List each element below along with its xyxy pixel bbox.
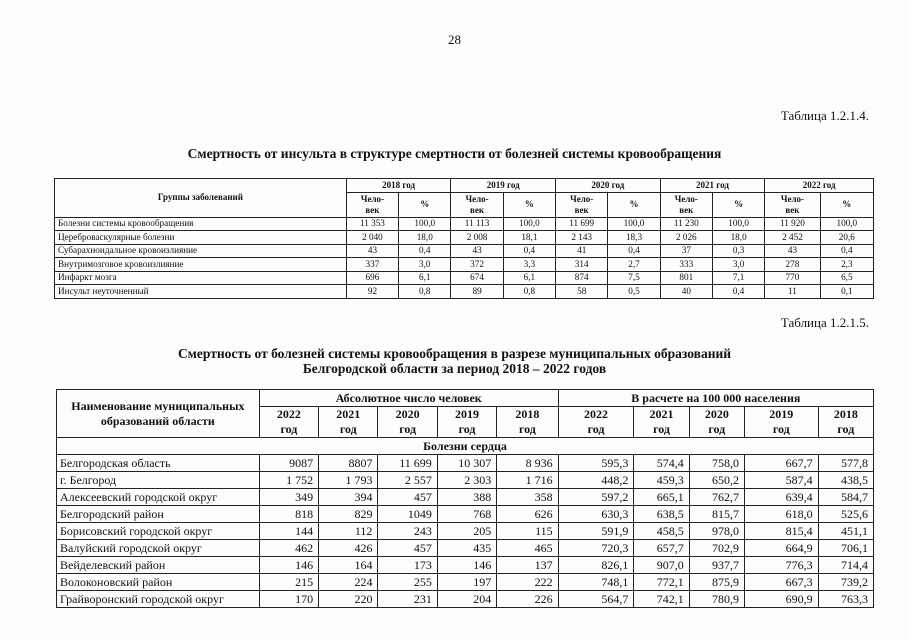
year-header: 2019 год	[451, 179, 556, 193]
table-cell: 231	[378, 591, 437, 608]
disease-group-name: Цереброваскулярные болезни	[55, 231, 347, 245]
people-header: Чело- век	[451, 192, 503, 217]
table-cell: 0,4	[608, 244, 660, 258]
table-row	[57, 591, 874, 608]
group-header: Группы заболеваний	[55, 179, 347, 218]
table-cell: 772,1	[634, 574, 689, 591]
year-value: 2018	[515, 407, 540, 421]
table-cell: 11 920	[765, 217, 820, 231]
table-cell: 457	[378, 489, 437, 506]
table-row	[57, 455, 874, 472]
disease-group-name: Внутримозговое кровоизлияние	[55, 258, 347, 272]
table-cell: 638,5	[634, 506, 689, 523]
year-column-header	[689, 407, 744, 438]
table-cell: 18,3	[608, 231, 660, 245]
table-2-caption: Таблица 1.2.1.5.	[780, 315, 869, 330]
table-cell: 144	[259, 523, 318, 540]
table-cell: 8 936	[497, 455, 558, 472]
table-cell: 639,4	[744, 489, 818, 506]
table-cell: 205	[437, 523, 496, 540]
table-cell: 2 143	[556, 231, 608, 245]
table-cell: 458,5	[634, 523, 689, 540]
municipality-name: Белгородский район	[57, 506, 260, 523]
table-cell: 448,2	[558, 472, 634, 489]
table-cell: 11 699	[378, 455, 437, 472]
year-column-header	[259, 407, 318, 438]
table-cell: 0,4	[399, 244, 451, 258]
table-row	[55, 244, 874, 258]
table-cell: 577,8	[818, 455, 873, 472]
table-2-title-line-1: Смертность от болезней системы кровообращения в разрезе муниципальных образований	[177, 346, 732, 361]
table-cell: 674	[451, 271, 503, 285]
table-cell: 100,0	[712, 217, 764, 231]
table-cell: 3,0	[399, 258, 451, 272]
year-suffix: год	[518, 422, 536, 436]
table-cell: 0,3	[712, 244, 764, 258]
table-cell: 1 752	[259, 472, 318, 489]
table-cell: 564,7	[558, 591, 634, 608]
table-cell: 657,7	[634, 540, 689, 557]
table-row	[57, 540, 874, 557]
year-column-header	[818, 407, 873, 438]
table-row	[55, 217, 874, 231]
table-cell: 173	[378, 557, 437, 574]
table-cell: 457	[378, 540, 437, 557]
table-cell: 739,2	[818, 574, 873, 591]
table-cell: 1 793	[319, 472, 378, 489]
table-cell: 222	[497, 574, 558, 591]
table-1-header-row	[55, 179, 874, 193]
table-cell: 146	[259, 557, 318, 574]
table-cell: 18,0	[399, 231, 451, 245]
table-cell: 41	[556, 244, 608, 258]
table-cell: 8807	[319, 455, 378, 472]
table-cell: 595,3	[558, 455, 634, 472]
table-row	[55, 231, 874, 245]
year-value: 2021	[336, 407, 361, 421]
table-cell: 6,5	[820, 271, 873, 285]
disease-group-name: Инфаркт мозга	[55, 271, 347, 285]
table-cell: 2 026	[660, 231, 712, 245]
table-cell: 826,1	[558, 557, 634, 574]
table-cell: 525,6	[818, 506, 873, 523]
table-cell: 696	[346, 271, 398, 285]
table-cell: 0,4	[820, 244, 873, 258]
table-cell: 100,0	[399, 217, 451, 231]
table-row	[57, 574, 874, 591]
percent-header: %	[712, 192, 764, 217]
table-cell: 0,4	[503, 244, 555, 258]
year-suffix: год	[339, 422, 357, 436]
table-cell: 7,5	[608, 271, 660, 285]
table-cell: 146	[437, 557, 496, 574]
table-cell: 100,0	[608, 217, 660, 231]
municipality-name: Вейделевский район	[57, 557, 260, 574]
year-suffix: год	[458, 422, 476, 436]
table-cell: 584,7	[818, 489, 873, 506]
table-cell: 112	[319, 523, 378, 540]
table-cell: 706,1	[818, 540, 873, 557]
year-column-header	[744, 407, 818, 438]
year-suffix: год	[837, 422, 855, 436]
table-cell: 667,7	[744, 455, 818, 472]
table-cell: 762,7	[689, 489, 744, 506]
table-cell: 0,8	[503, 285, 555, 299]
table-cell: 459,3	[634, 472, 689, 489]
people-header: Чело- век	[765, 192, 820, 217]
year-value: 2019	[455, 407, 479, 421]
table-cell: 435	[437, 540, 496, 557]
table-cell: 574,4	[634, 455, 689, 472]
table-cell: 0,1	[820, 285, 873, 299]
table-cell: 2 303	[437, 472, 496, 489]
table-cell: 907,0	[634, 557, 689, 574]
table-cell: 18,1	[503, 231, 555, 245]
table-cell: 818	[259, 506, 318, 523]
percent-header: %	[399, 192, 451, 217]
table-cell: 667,3	[744, 574, 818, 591]
municipal-mortality-table	[56, 389, 874, 608]
table-cell: 243	[378, 523, 437, 540]
year-column-header	[319, 407, 378, 438]
table-cell: 224	[319, 574, 378, 591]
table-cell: 2 008	[451, 231, 503, 245]
section-title: Болезни сердца	[57, 438, 874, 455]
table-cell: 10 307	[437, 455, 496, 472]
table-cell: 89	[451, 285, 503, 299]
table-cell: 7,1	[712, 271, 764, 285]
table-row	[55, 258, 874, 272]
table-cell: 829	[319, 506, 378, 523]
table-row	[57, 557, 874, 574]
table-cell: 278	[765, 258, 820, 272]
table-cell: 1049	[378, 506, 437, 523]
table-cell: 100,0	[820, 217, 873, 231]
table-cell: 1 716	[497, 472, 558, 489]
table-cell: 630,3	[558, 506, 634, 523]
year-suffix: год	[708, 422, 726, 436]
table-cell: 18,0	[712, 231, 764, 245]
year-suffix: год	[399, 422, 417, 436]
absolute-number-header: Абсолютное число человек	[259, 390, 558, 407]
people-header: Чело- век	[346, 192, 398, 217]
table-2-title-line-2: Белгородской области за период 2018 – 2022 годов	[302, 361, 607, 376]
table-cell: 20,6	[820, 231, 873, 245]
year-value: 2022	[584, 407, 609, 421]
table-cell: 11	[765, 285, 820, 299]
year-column-header	[437, 407, 496, 438]
municipality-name: Белгородская область	[57, 455, 260, 472]
disease-group-name: Субарахноидальное кровоизлияние	[55, 244, 347, 258]
table-cell: 815,4	[744, 523, 818, 540]
percent-header: %	[608, 192, 660, 217]
table-cell: 0,8	[399, 285, 451, 299]
section-row	[57, 438, 874, 455]
table-2-header-row	[57, 390, 874, 407]
table-cell: 137	[497, 557, 558, 574]
table-cell: 763,3	[818, 591, 873, 608]
table-cell: 2,7	[608, 258, 660, 272]
table-cell: 92	[346, 285, 398, 299]
table-cell: 758,0	[689, 455, 744, 472]
year-header: 2020 год	[556, 179, 661, 193]
table-cell: 438,5	[818, 472, 873, 489]
table-cell: 2 557	[378, 472, 437, 489]
table-cell: 43	[451, 244, 503, 258]
people-header: Чело- век	[660, 192, 712, 217]
table-cell: 100,0	[503, 217, 555, 231]
table-cell: 314	[556, 258, 608, 272]
table-cell: 6,1	[399, 271, 451, 285]
table-cell: 58	[556, 285, 608, 299]
table-row	[57, 489, 874, 506]
percent-header: %	[820, 192, 873, 217]
per-100k-header: В расчете на 100 000 населения	[558, 390, 873, 407]
table-row	[55, 271, 874, 285]
stroke-mortality-table	[54, 178, 874, 299]
table-cell: 597,2	[558, 489, 634, 506]
table-cell: 43	[346, 244, 398, 258]
table-cell: 11 230	[660, 217, 712, 231]
municipality-name: Волоконовский район	[57, 574, 260, 591]
table-cell: 37	[660, 244, 712, 258]
year-value: 2021	[649, 407, 674, 421]
year-value: 2020	[704, 407, 729, 421]
table-cell: 11 353	[346, 217, 398, 231]
table-cell: 0,5	[608, 285, 660, 299]
table-cell: 626	[497, 506, 558, 523]
year-header: 2018 год	[346, 179, 451, 193]
table-cell: 3,3	[503, 258, 555, 272]
table-cell: 220	[319, 591, 378, 608]
table-cell: 204	[437, 591, 496, 608]
table-cell: 720,3	[558, 540, 634, 557]
disease-group-name: Болезни системы кровообращения	[55, 217, 347, 231]
table-cell: 815,7	[689, 506, 744, 523]
table-cell: 664,9	[744, 540, 818, 557]
year-suffix: год	[772, 422, 790, 436]
table-cell: 665,1	[634, 489, 689, 506]
table-cell: 937,7	[689, 557, 744, 574]
table-cell: 333	[660, 258, 712, 272]
table-cell: 215	[259, 574, 318, 591]
table-row	[55, 285, 874, 299]
table-cell: 2,3	[820, 258, 873, 272]
table-cell: 11 699	[556, 217, 608, 231]
table-cell: 372	[451, 258, 503, 272]
year-suffix: год	[587, 422, 605, 436]
table-cell: 587,4	[744, 472, 818, 489]
year-value: 2018	[833, 407, 858, 421]
table-cell: 978,0	[689, 523, 744, 540]
table-cell: 170	[259, 591, 318, 608]
table-cell: 2 452	[765, 231, 820, 245]
table-cell: 2 040	[346, 231, 398, 245]
year-column-header	[558, 407, 634, 438]
table-2-title	[0, 346, 909, 376]
table-1-title: Смертность от инсульта в структуре смертности от болезней системы кровообращения	[187, 146, 722, 161]
municipality-name: г. Белгород	[57, 472, 260, 489]
table-cell: 742,1	[634, 591, 689, 608]
percent-header: %	[503, 192, 555, 217]
table-cell: 40	[660, 285, 712, 299]
table-cell: 388	[437, 489, 496, 506]
table-cell: 426	[319, 540, 378, 557]
table-cell: 780,9	[689, 591, 744, 608]
table-cell: 6,1	[503, 271, 555, 285]
table-cell: 591,9	[558, 523, 634, 540]
table-cell: 650,2	[689, 472, 744, 489]
table-cell: 3,0	[712, 258, 764, 272]
municipality-name: Грайворонский городской округ	[57, 591, 260, 608]
table-row	[57, 523, 874, 540]
table-row	[57, 506, 874, 523]
year-value: 2020	[395, 407, 420, 421]
table-cell: 801	[660, 271, 712, 285]
table-cell: 770	[765, 271, 820, 285]
table-cell: 11 113	[451, 217, 503, 231]
table-cell: 451,1	[818, 523, 873, 540]
people-header: Чело- век	[556, 192, 608, 217]
table-cell: 358	[497, 489, 558, 506]
table-cell: 43	[765, 244, 820, 258]
year-column-header	[634, 407, 689, 438]
table-cell: 465	[497, 540, 558, 557]
table-cell: 776,3	[744, 557, 818, 574]
table-cell: 0,4	[712, 285, 764, 299]
table-cell: 349	[259, 489, 318, 506]
page-number: 28	[448, 32, 461, 47]
table-1-caption: Таблица 1.2.1.4.	[780, 108, 869, 123]
table-cell: 875,9	[689, 574, 744, 591]
year-value: 2022	[276, 407, 301, 421]
table-cell: 768	[437, 506, 496, 523]
table-cell: 462	[259, 540, 318, 557]
table-cell: 226	[497, 591, 558, 608]
table-cell: 618,0	[744, 506, 818, 523]
table-cell: 714,4	[818, 557, 873, 574]
year-column-header	[378, 407, 437, 438]
table-cell: 9087	[259, 455, 318, 472]
table-cell: 115	[497, 523, 558, 540]
municipality-header: Наименование муниципальных образований области	[57, 390, 260, 438]
municipality-name: Борисовский городской округ	[57, 523, 260, 540]
table-cell: 702,9	[689, 540, 744, 557]
table-cell: 394	[319, 489, 378, 506]
table-cell: 197	[437, 574, 496, 591]
table-cell: 337	[346, 258, 398, 272]
table-cell: 874	[556, 271, 608, 285]
year-suffix: год	[280, 422, 298, 436]
year-value: 2019	[769, 407, 794, 421]
year-header: 2022 год	[765, 179, 874, 193]
municipality-name: Валуйский городской округ	[57, 540, 260, 557]
year-header: 2021 год	[660, 179, 765, 193]
year-column-header	[497, 407, 558, 438]
table-cell: 255	[378, 574, 437, 591]
table-row	[57, 472, 874, 489]
table-cell: 748,1	[558, 574, 634, 591]
year-suffix: год	[653, 422, 670, 436]
table-cell: 690,9	[744, 591, 818, 608]
disease-group-name: Инсульт неуточненный	[55, 285, 347, 299]
table-cell: 164	[319, 557, 378, 574]
municipality-name: Алексеевский городской округ	[57, 489, 260, 506]
